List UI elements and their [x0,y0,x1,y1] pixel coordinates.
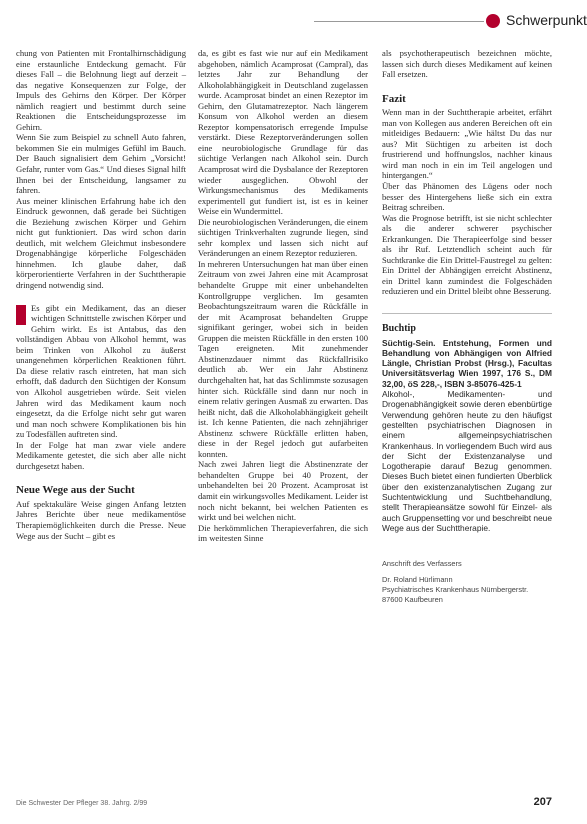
publication-source: Die Schwester Der Pfleger 38. Jahrg. 2/99 [16,800,148,807]
section-heading-fazit: Fazit [382,92,406,105]
page-number: 207 [533,796,552,808]
section-heading-neue-wege: Neue Wege aus der Sucht [16,484,135,497]
author-name: Dr. Roland Hürlimann [382,575,453,585]
paragraph: Nach zwei Jahren liegt die Abstinenzrate der behandelten Gruppe bei 40 Prozent, der unbehandelten bei 20 Prozent. Acamprosat ist damit ein wirkungsvolles Medikament. Leider ist noch nicht bekannt, bei welchen Patienten es wirkt und bei welchen nicht. [198,459,368,523]
drop-cap-marker [16,305,26,325]
paragraph: Auf spektakuläre Weise gingen Anfang letzten Jahres Berichte über neue medikamentöse Therapiemöglichkeiten durch die Presse. Neue Wege aus der Sucht – gibt es [16,498,186,541]
paragraph: Es gibt ein Medikament, das an dieser wichtigen Schnittstelle zwischen Körper und Gehirn wirkt. Es ist Antabus, das den vollständigen Abbau von Alkohol hemmt, was beim Trinken von Alkohol zu äußerst unangenehmen körperlichen Reaktionen führt. Da diese relativ rasch eintreten, hat man sich erhofft, daß dadurch den Süchtigen der Konsum von Alkohol ausgetrieben würde. Seit vielen Jahren wird das Medikament kaum noch eingesetzt, da die Erfolge nicht sehr gut waren und man noch schwere Komplikationen bis hin zu Todesfällen auftreten sind. [16,302,186,440]
author-address [382,559,552,605]
paragraph: Wenn Sie zum Beispiel zu schnell Auto fahren, bekommen Sie ein mulmiges Gefühl im Bauch. Der Bauch signalisiert dem Gehirn „Vorsicht! Gefahr, runter vom Gas.“ Und dieses Signal hilft Ihnen bei der Entscheidung, langsamer zu fahren. [16,132,186,196]
paragraph: In mehreren Untersuchungen hat man über einen Zeitraum von zwei Jahren eine mit Acamprosat behandelte Gruppe mit einer unbehandelten Kontrollgruppe verglichen. Im gesamten Beobachtungszeitraum waren die Rückfälle in der mit Acamprosat behandelten Gruppe signifikant geringer, wobei sich in beiden Gruppen die meisten Rückfälle in den ersten 100 Tagen ereigneten. Mit zunehmender Abstinenzdauer nimmt das Rückfallrisiko deutlich ab. Wer ein Jahr Abstinenz durchgehalten hat, hat das Schlimmste sozusagen hinter sich. Rückfälle sind dann nur noch in einem relativ geringen Ausmaß zu erwarten. Das heißt nicht, daß die Alkoholabhängigkeit geheilt ist. Ich kenne Patienten, die nach zehnjähriger Abstinenz schwere Rückfälle erlitten haben, diese in der Regel jedoch gut aufarbeiten konnten. [198,258,368,459]
paragraph: chung von Patienten mit Frontalhirnschädigung eine erstaunliche Entdeckung gemacht. Für dieses Fall – die Belohnung liegt auf derzeit – das negative Konsequenzen zur Folge, der Impuls des Gehirns den Körper. Der Körper nämlich reagiert und bestimmt durch seine Reaktionen die Entscheidungsprozesse im Gehirn. [16,48,186,132]
author-city: 87600 Kaufbeuren [382,595,443,605]
section-heading-buchtip: Buchtip [382,313,552,335]
text-column-1 [16,48,186,541]
section-header [314,10,587,34]
author-institution: Psychiatrisches Krankenhaus Nürnbergerstr. [382,585,529,595]
author-address-label: Anschrift des Verfassers [382,559,462,569]
paragraph-block [16,303,186,440]
text-column-3 [382,48,552,605]
paragraph: Die herkömmlichen Therapieverfahren, die sich im weitesten Sinne [198,522,368,544]
text-column-2 [198,48,368,544]
book-title: Süchtig-Sein. Entstehung, Formen und Behandlung von Abhängigen von Alfried Längle, Christian Probst (Hrsg.), Facultas Universitätsverlag Wien 1997, 176 S., DM 32,00, öS 228,-, ISBN 3-85076-425-1 [382,337,552,389]
paragraph: Wenn man in der Suchttherapie arbeitet, erfährt man von Kollegen aus anderen Bereichen oft ein mitleidiges Bedauern: „Wie hältst Du das nur aus? Mit Süchtigen zu arbeiten ist doch frustrierend und hoffnungslos, nachher kinaus wird man noch in ein im Teil angelogen und hintergangen.“ [382,107,552,181]
section-label: Schwerpunkt [506,12,587,28]
paragraph: Was die Prognose betrifft, ist sie nicht schlechter als die anderer schwerer psychischer Erkrankungen. Die Therapieerfolge sind besser als ihr Ruf. Letztendlich scheint auch für Suchtkranke die Ein Drittel-Faustregel zu gelten: Ein Drittel der Abhängigen erreicht Abstinenz, ein Drittel kann zumindest die Folgeschäden reduzieren und ein Drittel bleibt ohne Besserung. [382,212,552,297]
paragraph: da, es gibt es fast wie nur auf ein Medikament abgehoben, nämlich Acamprosat (Campral), das letztes Jahr zur Behandlung der Alkoholabhängigkeit in Deutschland zugelassen wurde. Acamprosat bindet an einen Rezeptor im Gehirn, den Glutamatrezeptor. Nach längerem Konsum von Alkohol werden an diesem Rezeptor kompensatorisch erregende Impulse verstärkt. Diese Rezeptorveränderungen sollen eine neurobiologische Grundlage für das süchtige Verlangen nach Alkohol sein. Durch Acamprosat wird die Dysbalance der Rezeptoren wieder ausgeglichen. Obwohl der Wirkungsmechanismus des Medikaments experimentell gut fundiert ist, ist es in keiner Weise ein Wundermittel. [198,48,368,217]
paragraph: Über das Phänomen des Lügens oder noch besser des Hintergehens ließe sich ein extra Beitrag schreiben. [382,181,552,213]
paragraph: Die neurobiologischen Veränderungen, die einem süchtigen Trinkverhalten zugrunde liegen, sind sehr komplex und lassen sich nicht auf Veränderungen an einem Rezeptor reduzieren. [198,216,368,259]
book-description: Alkohol-, Medikamenten- und Drogenabhängigkeit sowie deren ebenbürtige Verwendung gehören heute zu den häufigst gestellten psychiatrischen Diagnosen in einem allgemeinpsychiatrischen Krankenhaus. In vorliegendem Buch wird aus der Sicht der Existenzanalyse und Logotherapie darauf Bezug genommen. Dieses Buch bietet einen fundierten Überblick über den existenzanalytischen Zugang zur Suchtentwicklung und Suchtbehandlung, stellt Therapieansätze sowohl für Einzel- als auch Gruppensetting vor und beschreibt neue Wege aus der Suchttherapie. [382,389,552,533]
book-tip [382,338,552,534]
paragraph: Aus meiner klinischen Erfahrung habe ich den Eindruck gewonnen, daß gerade bei Süchtigen die Beziehung zwischen Körper und Gehirn nicht gut funktioniert. Das wird schon darin deutlich, mit welchem Gleichmut insbesondere Drogenabhängige körperliche Folgeschäden hinnehmen. Ich glaube daher, daß körperorientierte Verfahren in der Suchttherapie dringend notwendig sind. [16,195,186,291]
page-footer [16,796,552,812]
paragraph: In der Folge hat man zwar viele andere Medikamente getestet, die sich aber alle nicht durchgesetzt haben. [16,439,186,471]
header-rule [314,21,484,22]
section-dot-icon [486,14,500,28]
paragraph: als psychotherapeutisch bezeichnen möchte, lassen sich durch dieses Medikament auf keinen Fall ersetzen. [382,48,552,80]
